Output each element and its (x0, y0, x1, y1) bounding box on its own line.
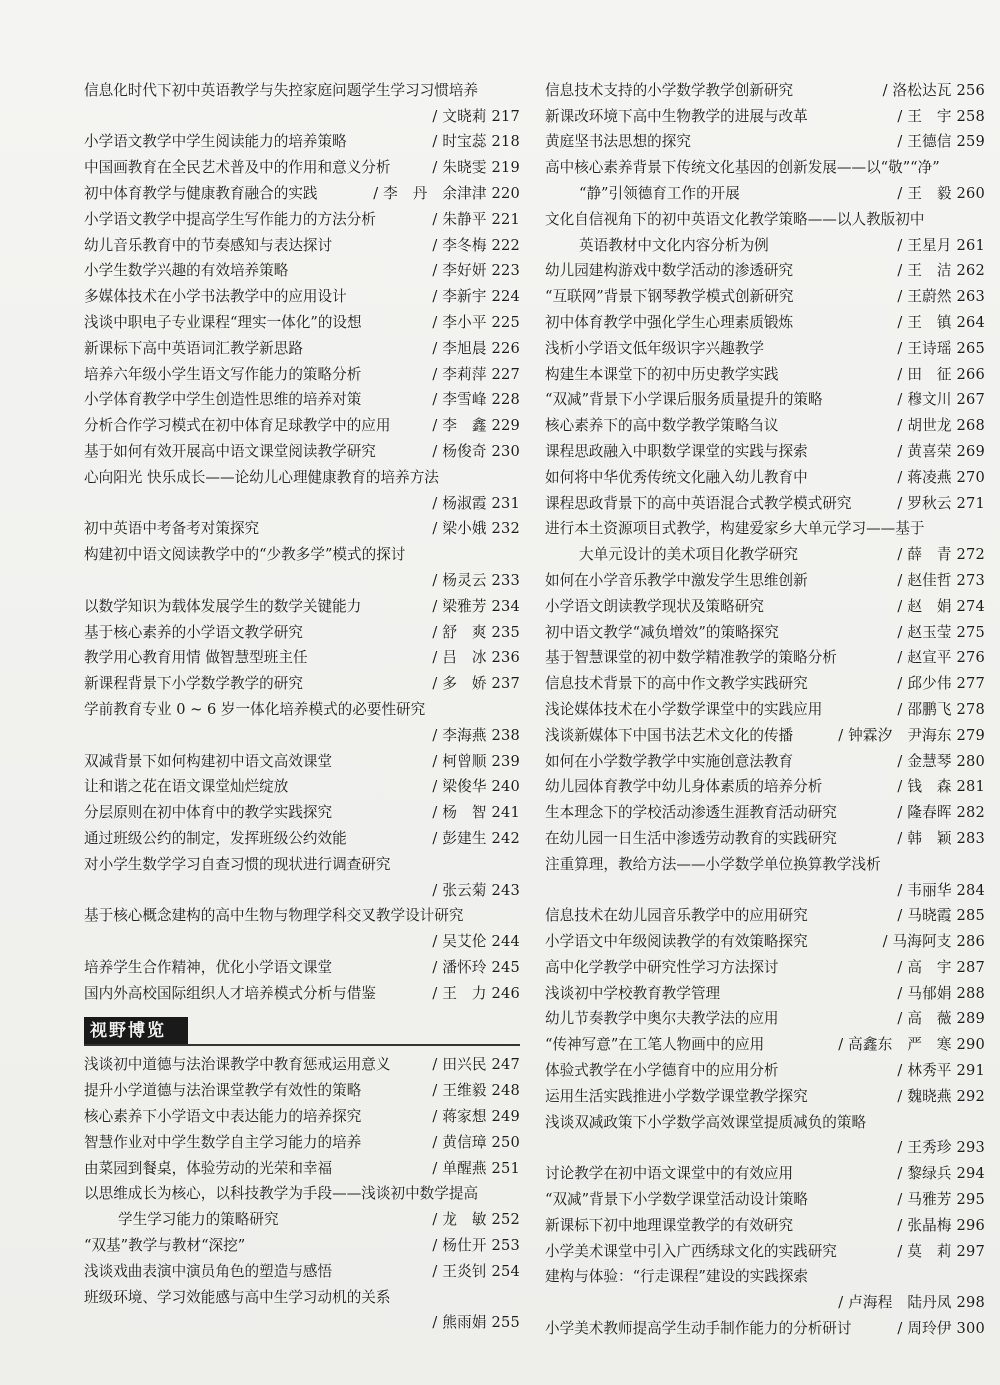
entry-title: 如何在小学音乐教学中激发学生思维创新 (545, 571, 808, 589)
toc-entry (84, 564, 520, 590)
entry-author-page: / 张晶梅 296 (897, 1216, 985, 1234)
entry-author-page: / 舒 爽 235 (432, 623, 520, 641)
entry-author-page: / 钱 森 281 (897, 778, 985, 796)
entry-title: “双减”背景下小学数学课堂活动设计策略 (545, 1191, 809, 1209)
toc-entry (545, 100, 985, 126)
entry-title: “互联网”背景下钢琴教学模式创新研究 (545, 288, 794, 306)
toc-entry (545, 719, 985, 745)
section-rule (84, 1044, 520, 1046)
toc-entry (84, 925, 520, 951)
toc-entry (545, 203, 985, 229)
section-header (84, 1017, 520, 1045)
toc-entry (84, 1203, 520, 1229)
entry-title: 幼儿音乐教育中的节奏感知与表达探讨 (84, 236, 333, 254)
entry-title: 进行本土资源项目式教学，构建爱家乡大单元学习——基于 (545, 520, 925, 538)
toc-entry (84, 848, 520, 874)
entry-author-page: / 王德信 259 (897, 133, 985, 151)
toc-entry (545, 409, 985, 435)
entry-title: 核心素养下小学语文中表达能力的培养探究 (84, 1108, 362, 1126)
toc-entry (84, 667, 520, 693)
toc-entry (545, 667, 985, 693)
entry-title: 小学语文教学中学生阅读能力的培养策略 (84, 133, 347, 151)
toc-entry (545, 513, 985, 539)
entry-title: 如何将中华优秀传统文化融入幼儿教育中 (545, 468, 808, 486)
toc-entry (545, 461, 985, 487)
entry-author-page: / 梁俊华 240 (432, 778, 520, 796)
entry-author-page: / 李好妍 223 (432, 262, 520, 280)
toc-entry (545, 745, 985, 771)
toc-entry (545, 74, 985, 100)
toc-entry (545, 822, 985, 848)
entry-author-page: / 潘怀玲 245 (432, 958, 520, 976)
toc-entry (84, 874, 520, 900)
entry-title: 中国画教育在全民艺术普及中的作用和意义分析 (84, 159, 391, 177)
entry-title: 新课标下高中英语词汇教学新思路 (84, 339, 303, 357)
toc-entry (545, 796, 985, 822)
entry-title: 浅谈双减政策下小学数学高效课堂提质减负的策略 (545, 1113, 867, 1131)
entry-title: “双基”教学与教材“深挖” (84, 1237, 246, 1255)
toc-entry (84, 177, 520, 203)
entry-author-page: / 韦丽华 284 (897, 881, 985, 899)
entry-title: 班级环境、学习效能感与高中生学习动机的关系 (84, 1288, 391, 1306)
toc-entry (84, 203, 520, 229)
entry-title: 浅谈新媒体下中国书法艺术文化的传播 (545, 726, 794, 744)
entry-author-page: / 王 力 246 (432, 984, 520, 1002)
toc-entry (84, 1074, 520, 1100)
entry-title: 学前教育专业 0 ~ 6 岁一体化培养模式的必要性研究 (84, 700, 426, 718)
toc-entry (84, 719, 520, 745)
entry-title: 信息技术在幼儿园音乐教学中的应用研究 (545, 907, 808, 925)
toc-entry (545, 1235, 985, 1261)
entry-author-page: / 朱静平 221 (432, 210, 520, 228)
entry-title: 对小学生数学学习自查习惯的现状进行调查研究 (84, 855, 391, 873)
entry-author-page: / 梁雅芳 234 (432, 597, 520, 615)
entry-author-page: / 马雅芳 295 (897, 1191, 985, 1209)
toc-entry (545, 1106, 985, 1132)
toc-entry (545, 616, 985, 642)
entry-author-page: / 时宝蕊 218 (432, 133, 520, 151)
toc-entry (84, 693, 520, 719)
entry-author-page: / 穆文川 267 (897, 391, 985, 409)
toc-entry (84, 642, 520, 668)
entry-author-page: / 田兴民 247 (432, 1056, 520, 1074)
entry-author-page: / 林秀平 291 (897, 1062, 985, 1080)
entry-author-page: / 黄信璋 250 (432, 1133, 520, 1151)
toc-entry (84, 1152, 520, 1178)
toc-column-left (84, 74, 520, 1332)
entry-author-page: / 马海阿支 286 (882, 933, 985, 951)
entry-title: 构建初中语文阅读教学中的“少教多学”模式的探讨 (84, 546, 406, 564)
entry-title: 课程思政背景下的高中英语混合式教学模式研究 (545, 494, 852, 512)
toc-entry (84, 74, 520, 100)
toc-entry (545, 1003, 985, 1029)
entry-author-page: / 高 薇 289 (897, 1010, 985, 1028)
entry-title: 大单元设计的美术项目化教学研究 (579, 546, 798, 564)
toc-entry (545, 332, 985, 358)
entry-title: 体验式教学在小学德育中的应用分析 (545, 1062, 779, 1080)
entry-title: 运用生活实践推进小学数学课堂教学探究 (545, 1087, 808, 1105)
entry-author-page: / 薛 青 272 (897, 546, 985, 564)
entry-author-page: / 卢海程 陆丹凤 298 (838, 1294, 985, 1312)
entry-author-page: / 王 毅 260 (897, 184, 985, 202)
toc-entry (84, 745, 520, 771)
entry-title: 核心素养下的高中数学教学策略刍议 (545, 417, 779, 435)
entry-title: 心向阳光 快乐成长——论幼儿心理健康教育的培养方法 (84, 468, 439, 486)
entry-title: 培养学生合作精神，优化小学语文课堂 (84, 958, 333, 976)
entry-title: 以数学知识为载体发展学生的数学关键能力 (84, 597, 362, 615)
toc-entry (84, 487, 520, 513)
toc-entry (84, 1229, 520, 1255)
toc-entry (84, 796, 520, 822)
entry-author-page: / 马郁娟 288 (897, 984, 985, 1002)
entry-author-page: / 金慧琴 280 (897, 752, 985, 770)
entry-author-page: / 杨灵云 233 (432, 571, 520, 589)
entry-title: 新课标下初中地理课堂教学的有效研究 (545, 1216, 794, 1234)
entry-title: 培养六年级小学生语文写作能力的策略分析 (84, 365, 362, 383)
entry-author-page: / 李旭晨 226 (432, 339, 520, 357)
toc-entry (84, 280, 520, 306)
entry-title: 教学用心教育用情 做智慧型班主任 (84, 649, 308, 667)
entry-title: 高中化学教学中研究性学习方法探讨 (545, 958, 779, 976)
toc-entry (545, 1209, 985, 1235)
toc-entry (545, 925, 985, 951)
entry-title: 小学语文中年级阅读教学的有效策略探究 (545, 933, 808, 951)
toc-entry (84, 151, 520, 177)
toc-entry (84, 1126, 520, 1152)
toc-entry (84, 332, 520, 358)
entry-author-page: / 钟霖汐 尹海东 279 (838, 726, 985, 744)
toc-entry (545, 771, 985, 797)
entry-title: 高中核心素养背景下传统文化基因的创新发展——以“敬”“净” (545, 159, 940, 177)
entry-author-page: / 马晓霞 285 (897, 907, 985, 925)
toc-entry (84, 1307, 520, 1333)
entry-title: 小学体育教学中学生创造性思维的培养对策 (84, 391, 362, 409)
toc-entry (545, 564, 985, 590)
toc-entry (84, 616, 520, 642)
entry-title: 小学生数学兴趣的有效培养策略 (84, 262, 289, 280)
entry-title: 新课改环境下高中生物教学的进展与改革 (545, 107, 808, 125)
toc-entry (84, 100, 520, 126)
entry-title: 初中体育教学中强化学生心理素质锻炼 (545, 313, 794, 331)
entry-title: 由菜园到餐桌，体验劳动的光荣和幸福 (84, 1159, 333, 1177)
toc-entry (84, 229, 520, 255)
entry-title: 幼儿节奏教学中奥尔夫教学法的应用 (545, 1010, 779, 1028)
toc-entry (545, 1286, 985, 1312)
entry-title: 多媒体技术在小学书法教学中的应用设计 (84, 288, 347, 306)
entry-author-page: / 王 宇 258 (897, 107, 985, 125)
toc-entry (84, 977, 520, 1003)
entry-title: 提升小学道德与法治课堂教学有效性的策略 (84, 1082, 362, 1100)
toc-entry (84, 306, 520, 332)
entry-title: 讨论教学在初中语文课堂中的有效应用 (545, 1165, 794, 1183)
entry-author-page: / 李莉萍 227 (432, 365, 520, 383)
entry-author-page: / 吴艾伦 244 (432, 933, 520, 951)
toc-entry (545, 280, 985, 306)
entry-title: 智慧作业对中学生数学自主学习能力的培养 (84, 1133, 362, 1151)
toc-entry (545, 874, 985, 900)
toc-entry (84, 358, 520, 384)
entry-title: 浅谈戏曲表演中演员角色的塑造与感悟 (84, 1262, 333, 1280)
toc-entry (84, 255, 520, 281)
entry-author-page: / 熊雨娟 255 (432, 1314, 520, 1332)
toc-entry (545, 177, 985, 203)
entry-author-page: / 王炎钊 254 (432, 1262, 520, 1280)
toc-entry (545, 126, 985, 152)
entry-title: 让和谐之花在语文课堂灿烂绽放 (84, 778, 289, 796)
entry-title: 分析合作学习模式在初中体育足球教学中的应用 (84, 417, 391, 435)
entry-author-page: / 罗秋云 271 (897, 494, 985, 512)
entry-title: 初中英语中考备考对策探究 (84, 520, 260, 538)
entry-author-page: / 柯曾顺 239 (432, 752, 520, 770)
toc-entry (84, 900, 520, 926)
toc-entry (84, 1100, 520, 1126)
toc-entry (545, 358, 985, 384)
toc-entry (545, 900, 985, 926)
toc-entry (84, 538, 520, 564)
toc-entry (84, 1281, 520, 1307)
entry-author-page: / 蒋家想 249 (432, 1108, 520, 1126)
entry-author-page: / 蒋凌燕 270 (897, 468, 985, 486)
entry-author-page: / 黎绿兵 294 (897, 1165, 985, 1183)
toc-entry (84, 590, 520, 616)
entry-title: 英语教材中文化内容分析为例 (579, 236, 769, 254)
entry-title: 黄庭坚书法思想的探究 (545, 133, 691, 151)
entry-author-page: / 赵 娟 274 (897, 597, 985, 615)
entry-author-page: / 王秀珍 293 (897, 1139, 985, 1157)
entry-author-page: / 王诗瑶 265 (897, 339, 985, 357)
toc-entry (84, 513, 520, 539)
entry-title: 新课程背景下小学数学教学的研究 (84, 675, 303, 693)
entry-title: 初中语文教学“减负增效”的策略探究 (545, 623, 779, 641)
entry-author-page: / 高鑫东 严 寒 290 (838, 1036, 985, 1054)
toc-entry (84, 126, 520, 152)
toc-entry (84, 1178, 520, 1204)
entry-author-page: / 高 宇 287 (897, 958, 985, 976)
entry-title: 分层原则在初中体育中的教学实践探究 (84, 804, 333, 822)
entry-title: 在幼儿园一日生活中渗透劳动教育的实践研究 (545, 829, 837, 847)
entry-title: 国内外高校国际组织人才培养模式分析与借鉴 (84, 984, 376, 1002)
toc-entry (545, 1132, 985, 1158)
toc-entry (84, 1049, 520, 1075)
section-label: 视野博览 (84, 1017, 188, 1045)
entry-author-page: / 单醒燕 251 (432, 1159, 520, 1177)
entry-title: 幼儿园建构游戏中数学活动的渗透研究 (545, 262, 794, 280)
entry-author-page: / 彭建生 242 (432, 829, 520, 847)
toc-entry (545, 384, 985, 410)
entry-author-page: / 文晓莉 217 (432, 107, 520, 125)
toc-entry (84, 461, 520, 487)
entry-author-page: / 张云菊 243 (432, 881, 520, 899)
toc-entry (84, 435, 520, 461)
entry-author-page: / 赵玉莹 275 (897, 623, 985, 641)
entry-author-page: / 李新宇 224 (432, 288, 520, 306)
entry-title: 信息技术支持的小学数学教学创新研究 (545, 81, 794, 99)
entry-author-page: / 李冬梅 222 (432, 236, 520, 254)
entry-author-page: / 李小平 225 (432, 313, 520, 331)
entry-author-page: / 多 娇 237 (432, 675, 520, 693)
entry-title: 小学语文朗读教学现状及策略研究 (545, 597, 764, 615)
entry-author-page: / 李 鑫 229 (432, 417, 520, 435)
toc-list-right (545, 74, 985, 1338)
entry-title: 浅析小学语文低年级识字兴趣教学 (545, 339, 764, 357)
toc-entry (84, 384, 520, 410)
entry-author-page: / 杨淑霞 231 (432, 494, 520, 512)
entry-title: 通过班级公约的制定，发挥班级公约效能 (84, 829, 347, 847)
entry-title: 基于核心素养的小学语文教学研究 (84, 623, 303, 641)
entry-title: 双减背景下如何构建初中语文高效课堂 (84, 752, 333, 770)
entry-author-page: / 洛松达瓦 256 (882, 81, 985, 99)
entry-author-page: / 杨仕开 253 (432, 1237, 520, 1255)
entry-title: 浅谈中职电子专业课程“理实一体化”的设想 (84, 313, 362, 331)
entry-author-page: / 黄喜荣 269 (897, 442, 985, 460)
toc-entry (545, 435, 985, 461)
entry-title: 浅谈初中学校教育教学管理 (545, 984, 721, 1002)
toc-entry (545, 1028, 985, 1054)
toc-entry (545, 229, 985, 255)
toc-entry (545, 642, 985, 668)
entry-author-page: / 王 洁 262 (897, 262, 985, 280)
entry-author-page: / 梁小娥 232 (432, 520, 520, 538)
toc-entry (545, 848, 985, 874)
entry-author-page: / 王维毅 248 (432, 1082, 520, 1100)
entry-author-page: / 赵佳哲 273 (897, 571, 985, 589)
toc-entry (545, 590, 985, 616)
entry-title: 初中体育教学与健康教育融合的实践 (84, 184, 318, 202)
toc-list-section (84, 1049, 520, 1333)
entry-author-page: / 邵鹏飞 278 (897, 700, 985, 718)
toc-entry (84, 771, 520, 797)
entry-author-page: / 赵宣平 276 (897, 649, 985, 667)
entry-title: 浅谈初中道德与法治课教学中教育惩戒运用意义 (84, 1056, 391, 1074)
entry-author-page: / 李雪峰 228 (432, 391, 520, 409)
toc-entry (545, 951, 985, 977)
entry-title: 如何在小学数学教学中实施创意法教育 (545, 752, 794, 770)
toc-entry (545, 306, 985, 332)
entry-title: 基于如何有效开展高中语文课堂阅读教学研究 (84, 442, 376, 460)
toc-column-right (545, 74, 985, 1338)
entry-title: 构建生本课堂下的初中历史教学实践 (545, 365, 779, 383)
toc-entry (545, 1080, 985, 1106)
entry-author-page: / 隆春晖 282 (897, 804, 985, 822)
entry-title: 小学语文教学中提高学生写作能力的方法分析 (84, 210, 376, 228)
entry-title: 生本理念下的学校活动渗透生涯教育活动研究 (545, 804, 837, 822)
entry-author-page: / 王星月 261 (897, 236, 985, 254)
entry-author-page: / 吕 冰 236 (432, 649, 520, 667)
entry-author-page: / 魏晓燕 292 (897, 1087, 985, 1105)
entry-title: 注重算理，教给方法——小学数学单位换算教学浅析 (545, 855, 881, 873)
entry-author-page: / 李海燕 238 (432, 726, 520, 744)
entry-author-page: / 周玲伊 300 (897, 1320, 985, 1338)
entry-title: “静”引领德育工作的开展 (579, 184, 740, 202)
toc-list-left (84, 74, 520, 1003)
entry-author-page: / 朱晓雯 219 (432, 159, 520, 177)
entry-author-page: / 莫 莉 297 (897, 1242, 985, 1260)
entry-author-page: / 王蔚然 263 (897, 288, 985, 306)
toc-entry (545, 977, 985, 1003)
entry-title: 基于核心概念建构的高中生物与物理学科交叉教学设计研究 (84, 907, 464, 925)
entry-title: 幼儿园体育教学中幼儿身体素质的培养分析 (545, 778, 823, 796)
entry-title: 文化自信视角下的初中英语文化教学策略——以人教版初中 (545, 210, 925, 228)
toc-entry (84, 951, 520, 977)
entry-title: “传神写意”在工笔人物画中的应用 (545, 1036, 765, 1054)
entry-title: “双减”背景下小学课后服务质量提升的策略 (545, 391, 823, 409)
entry-title: 课程思政融入中职数学课堂的实践与探索 (545, 442, 808, 460)
toc-entry (545, 1261, 985, 1287)
toc-entry (545, 255, 985, 281)
entry-title: 建构与体验：“行走课程”建设的实践探索 (545, 1268, 809, 1286)
toc-entry (545, 487, 985, 513)
toc-entry (545, 151, 985, 177)
entry-author-page: / 李 丹 余津津 220 (373, 184, 520, 202)
entry-title: 以思维成长为核心，以科技教学为手段——浅谈初中数学提高 (84, 1185, 479, 1203)
toc-entry (545, 538, 985, 564)
entry-title: 小学美术课堂中引入广西绣球文化的实践研究 (545, 1242, 837, 1260)
entry-author-page: / 胡世龙 268 (897, 417, 985, 435)
toc-entry (84, 409, 520, 435)
entry-author-page: / 杨俊奇 230 (432, 442, 520, 460)
entry-author-page: / 王 镇 264 (897, 313, 985, 331)
toc-entry (84, 822, 520, 848)
entry-author-page: / 韩 颖 283 (897, 829, 985, 847)
toc-entry (545, 1183, 985, 1209)
toc-entry (84, 1255, 520, 1281)
entry-author-page: / 杨 智 241 (432, 804, 520, 822)
entry-title: 信息技术背景下的高中作文教学实践研究 (545, 675, 808, 693)
toc-entry (545, 693, 985, 719)
entry-author-page: / 邱少伟 277 (897, 675, 985, 693)
toc-entry (545, 1312, 985, 1338)
entry-title: 学生学习能力的策略研究 (118, 1211, 279, 1229)
entry-title: 浅论媒体技术在小学数学课堂中的实践应用 (545, 700, 823, 718)
entry-title: 信息化时代下初中英语教学与失控家庭问题学生学习习惯培养 (84, 81, 479, 99)
entry-title: 小学美术教师提高学生动手制作能力的分析研讨 (545, 1320, 852, 1338)
entry-author-page: / 田 征 266 (897, 365, 985, 383)
entry-title: 基于智慧课堂的初中数学精准教学的策略分析 (545, 649, 837, 667)
toc-entry (545, 1157, 985, 1183)
toc-entry (545, 1054, 985, 1080)
entry-author-page: / 龙 敏 252 (432, 1211, 520, 1229)
